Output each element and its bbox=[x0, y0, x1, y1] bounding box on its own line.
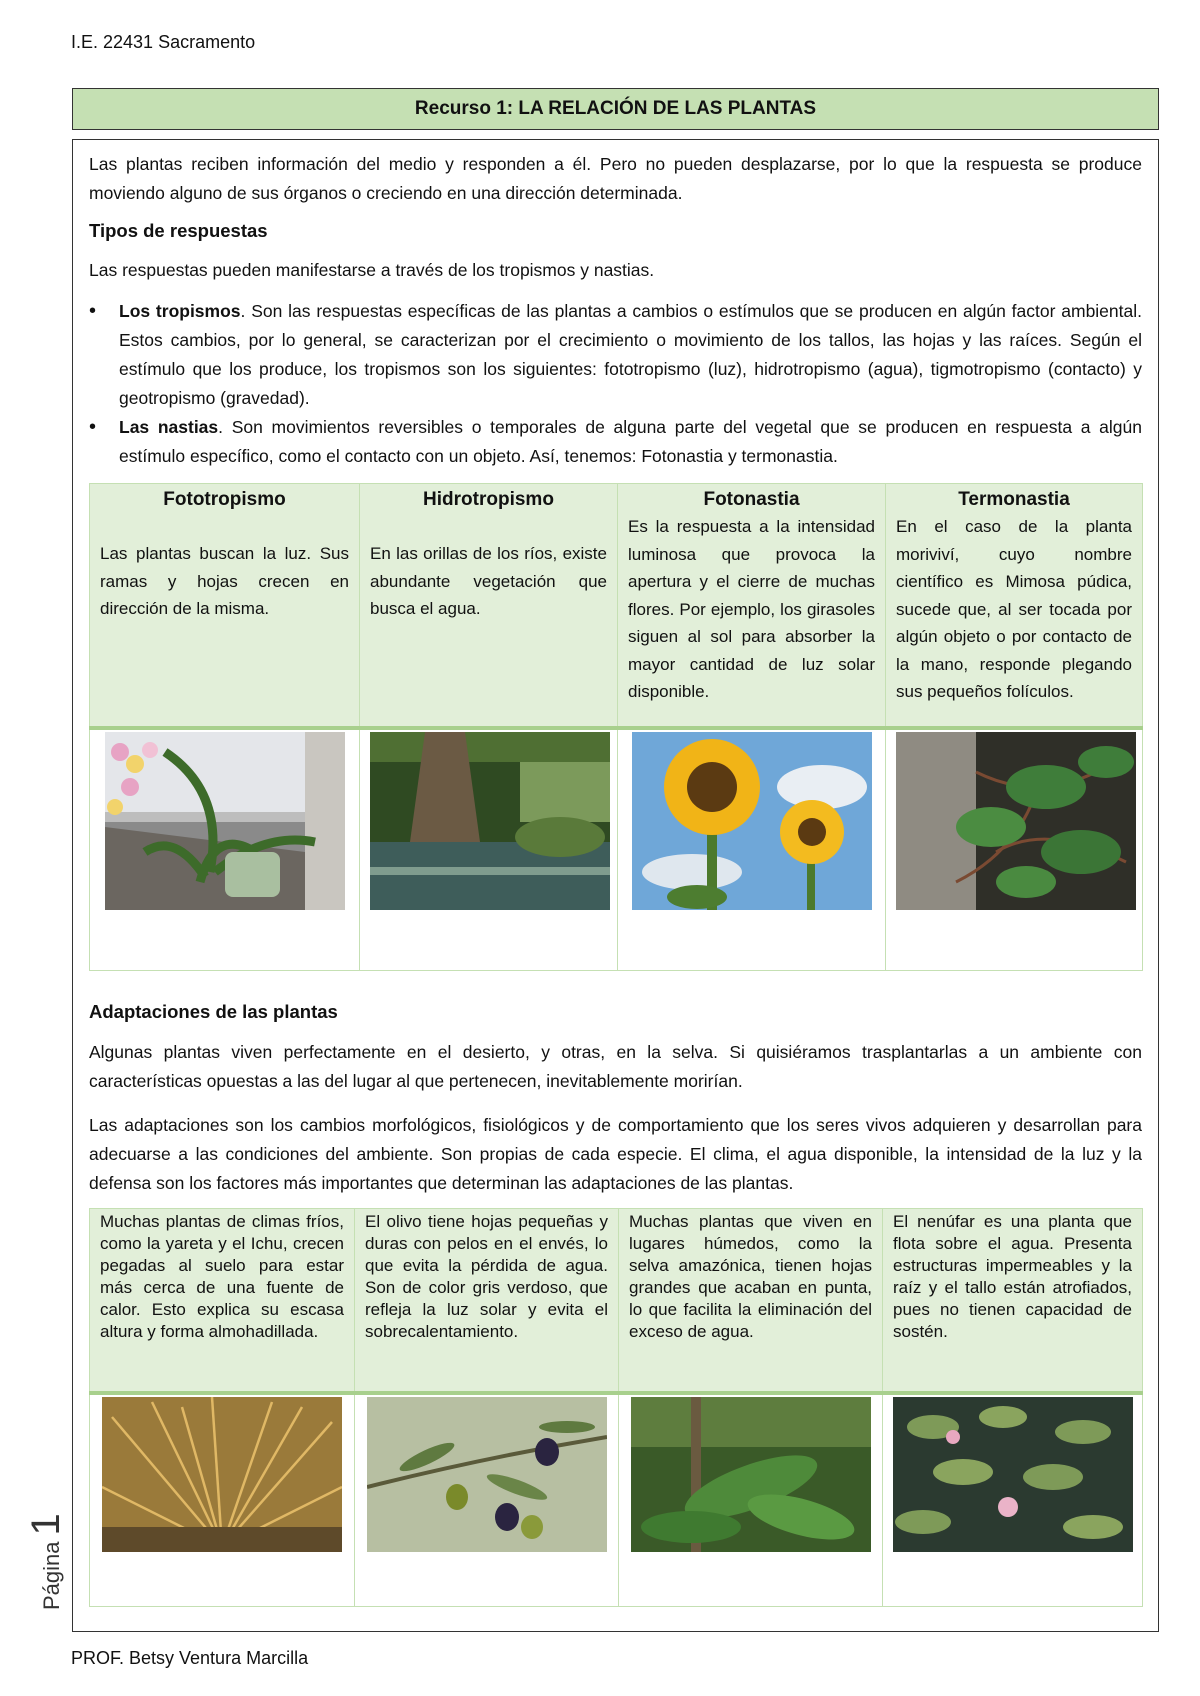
table-row bbox=[90, 1209, 1143, 1394]
teacher-name: PROF. Betsy Ventura Marcilla bbox=[71, 1648, 309, 1668]
col-text-fotonastia: Es la respuesta a la intensidad luminosa que provoca la apertura y el cierre de muchas flores. Por ejemplo, los girasoles siguen al sol para absorber la mayor cantidad de luz solar disponible. bbox=[628, 517, 875, 701]
response-types-list bbox=[89, 297, 1142, 471]
term-nastias: Las nastias bbox=[119, 417, 219, 437]
adaptaciones-paragraph-2: Las adaptaciones son los cambios morfológicos, fisiológicos y de comportamiento que los seres vivos adquieren y desarrollan para adecuarse a las condiciones del ambiente. Son propias de cada especie. El clima, el agua disponible, la intensidad de la luz y la defensa son los factores más importantes que determinan las adaptaciones de las plantas. bbox=[89, 1115, 1142, 1193]
responses-table bbox=[89, 483, 1143, 971]
image-cell bbox=[618, 728, 886, 971]
page-label: Página bbox=[39, 1541, 64, 1610]
table-row bbox=[90, 484, 1143, 729]
bullet-icon: • bbox=[89, 416, 97, 438]
page-number bbox=[24, 1513, 69, 1610]
cell-fotonastia bbox=[618, 484, 886, 729]
image-cell bbox=[360, 728, 618, 971]
page-number-value: 1 bbox=[24, 1513, 68, 1536]
olive-branch-photo bbox=[367, 1397, 607, 1552]
col-title-fotonastia: Fotonastia bbox=[703, 489, 800, 510]
adaptaciones-paragraph-1: Algunas plantas viven perfectamente en el desierto, y otras, en la selva. Si quisiéramos trasplantarlas a un ambiente con características opuestas a las del lugar al que pertenecen, inevitablemente morirían. bbox=[89, 1042, 1142, 1091]
image-cell bbox=[90, 1393, 355, 1607]
col-text-climas-frios: Muchas plantas de climas fríos, como la yareta y el Ichu, crecen pegadas al suelo para estar más cerca de una fuente de calor. Esto explica su escasa altura y forma almohadillada. bbox=[100, 1212, 344, 1341]
page-title: Recurso 1: LA RELACIÓN DE LAS PLANTAS bbox=[72, 88, 1159, 130]
ichu-grass-photo bbox=[102, 1397, 342, 1552]
intro-paragraph: Las plantas reciben información del medio y responden a él. Pero no pueden desplazarse, por lo que la respuesta se produce moviendo alguno de sus órganos o creciendo en una dirección determinada. bbox=[89, 154, 1142, 203]
table-row bbox=[90, 728, 1143, 971]
cell-olivo bbox=[355, 1209, 619, 1394]
cell-hidrotropismo bbox=[360, 484, 618, 729]
col-title-termonastia: Termonastia bbox=[958, 489, 1070, 510]
orchid-window-photo bbox=[105, 732, 345, 910]
cell-climas-frios bbox=[90, 1209, 355, 1394]
col-text-olivo: El olivo tiene hojas pequeñas y duras con pelos en el envés, lo que evita la pérdida de agua. Son de color gris verdoso, que refleja la luz solar y evita el sobrecalentamiento. bbox=[365, 1212, 608, 1341]
adaptations-table bbox=[89, 1208, 1143, 1607]
bullet-icon: • bbox=[89, 300, 97, 322]
adaptaciones-heading: Adaptaciones de las plantas bbox=[89, 1001, 338, 1022]
cell-termonastia bbox=[886, 484, 1143, 729]
table-row bbox=[90, 1393, 1143, 1607]
content-box bbox=[72, 139, 1159, 1632]
image-cell bbox=[883, 1393, 1143, 1607]
col-title-hidrotropismo: Hidrotropismo bbox=[423, 489, 554, 510]
riverbank-tree-photo bbox=[370, 732, 610, 910]
col-text-termonastia: En el caso de la planta moriviví, cuyo nombre científico es Mimosa púdica, sucede que, al ser tocada por algún objeto o por contacto de la mano, responde plegando sus pequeños folículos. bbox=[896, 517, 1132, 701]
tipos-heading: Tipos de respuestas bbox=[89, 220, 268, 241]
list-item-tropismos bbox=[89, 297, 1142, 413]
col-text-nenufar: El nenúfar es una planta que flota sobre el agua. Presenta estructuras impermeables y la raíz y el tallo están atrofiados, pues no tienen capacidad de sostén. bbox=[893, 1212, 1132, 1341]
tipos-text: Las respuestas pueden manifestarse a través de los tropismos y nastias. bbox=[89, 260, 655, 280]
school-name: I.E. 22431 Sacramento bbox=[71, 32, 256, 52]
cell-lugares-humedos bbox=[619, 1209, 883, 1394]
image-cell bbox=[619, 1393, 883, 1607]
image-cell bbox=[355, 1393, 619, 1607]
desc-tropismos: . Son las respuestas específicas de las plantas a cambios o estímulos que se producen en algún factor ambiental. Estos cambios, por lo general, se caracterizan por el crecimiento o movimiento de los tallos, las hojas y las raíces. Según el estímulo que los produce, los tropismos son los siguientes: fototropismo (luz), hidrotropismo (agua), tigmotropismo (contacto) y geotropismo (gravedad). bbox=[119, 301, 1142, 408]
rainforest-plant-photo bbox=[631, 1397, 871, 1552]
list-item-nastias bbox=[89, 413, 1142, 471]
col-text-fototropismo: Las plantas buscan la luz. Sus ramas y hojas crecen en dirección de la misma. bbox=[100, 544, 349, 618]
image-cell bbox=[90, 728, 360, 971]
term-tropismos: Los tropismos bbox=[119, 301, 241, 321]
water-lilies-photo bbox=[893, 1397, 1133, 1552]
mimosa-leaves-photo bbox=[896, 732, 1136, 910]
image-cell bbox=[886, 728, 1143, 971]
col-title-fototropismo: Fototropismo bbox=[163, 489, 286, 510]
desc-nastias: . Son movimientos reversibles o temporales de alguna parte del vegetal que se producen en respuesta a algún estímulo específico, como el contacto con un objeto. Así, tenemos: Fotonastia y termonastia. bbox=[119, 417, 1143, 466]
sunflowers-photo bbox=[632, 732, 872, 910]
col-text-hidrotropismo: En las orillas de los ríos, existe abundante vegetación que busca el agua. bbox=[370, 544, 607, 618]
cell-fototropismo bbox=[90, 484, 360, 729]
col-text-lugares-humedos: Muchas plantas que viven en lugares húmedos, como la selva amazónica, tienen hojas grandes que acaban en punta, lo que facilita la eliminación del exceso de agua. bbox=[629, 1212, 872, 1341]
cell-nenufar bbox=[883, 1209, 1143, 1394]
